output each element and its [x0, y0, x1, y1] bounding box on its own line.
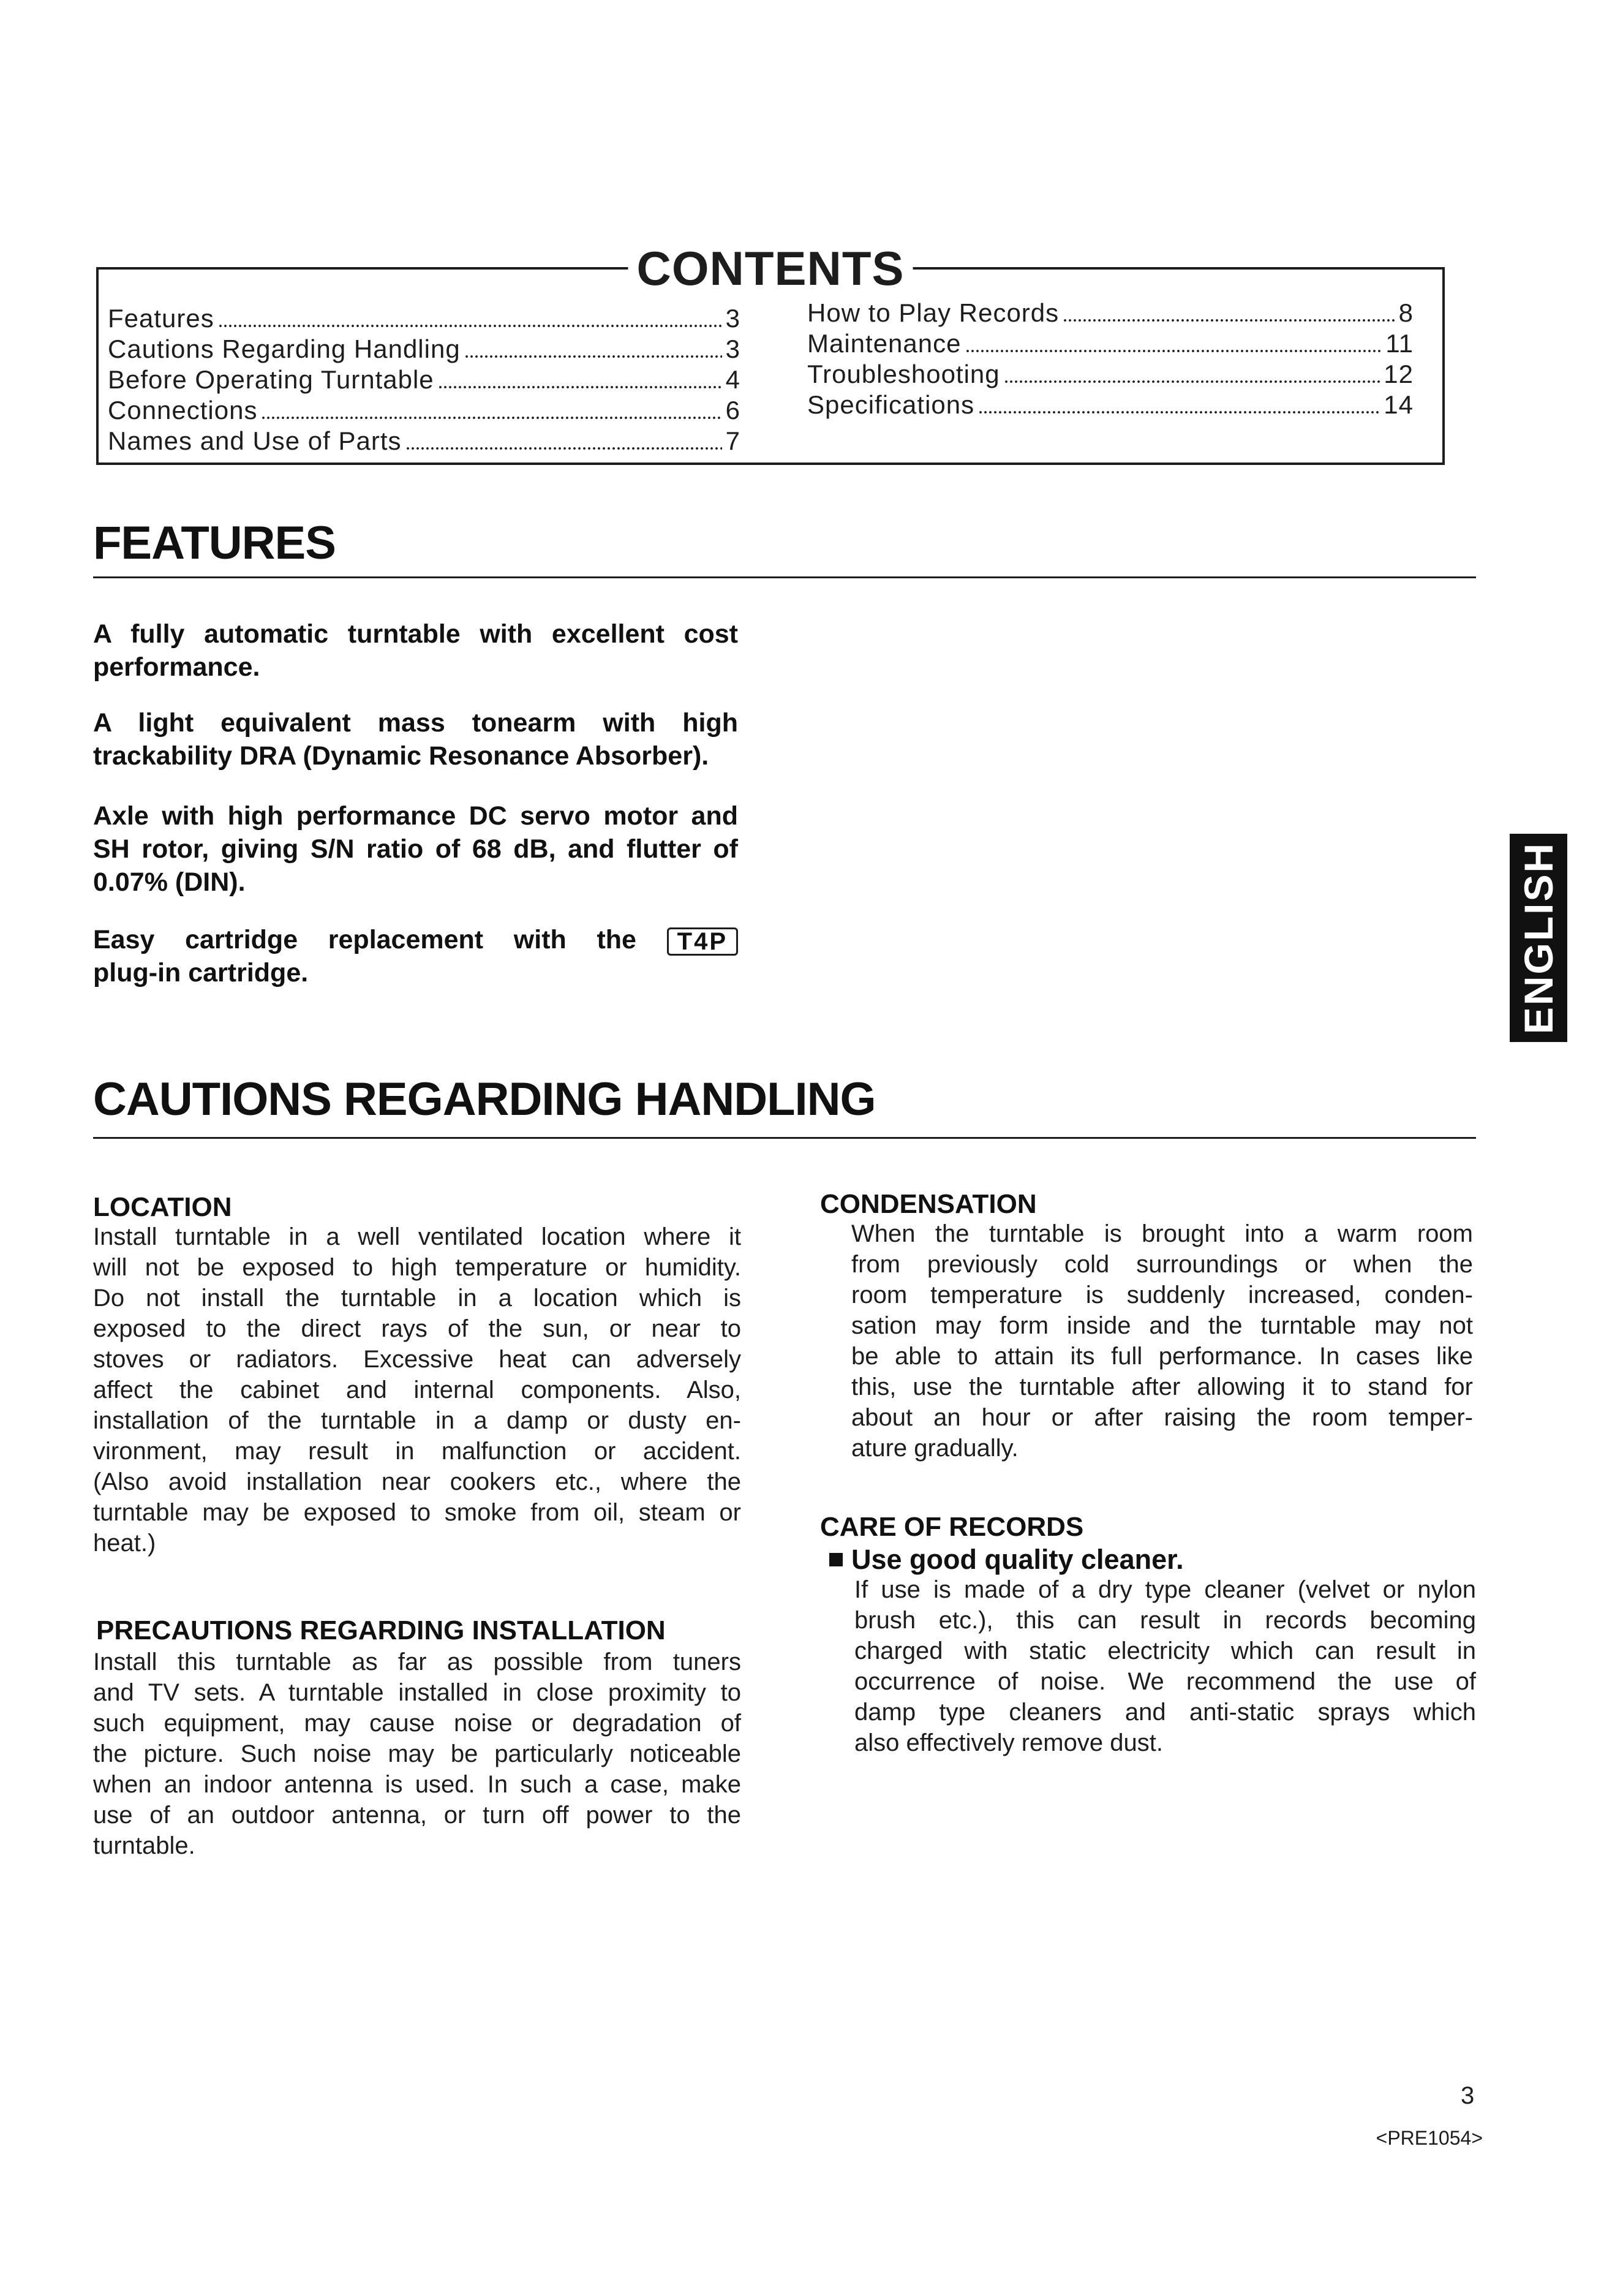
condensation-heading: CONDENSATION [820, 1189, 1037, 1219]
toc-label: Troubleshooting [807, 360, 1000, 388]
toc-label: Connections [108, 396, 258, 425]
toc-entry [108, 395, 740, 426]
feature-item [93, 799, 738, 899]
precautions-heading: PRECAUTIONS REGARDING INSTALLATION [96, 1615, 666, 1645]
toc-label: Maintenance [807, 329, 962, 358]
condensation-body [851, 1218, 1473, 1463]
body-line: affect the cabinet and internal components. Also, [93, 1376, 741, 1403]
dot-leader [965, 328, 1382, 359]
toc-page-number: 3 [725, 334, 740, 363]
toc-label: Specifications [807, 390, 975, 419]
toc-right-column [807, 298, 1414, 420]
cautions-heading: CAUTIONS REGARDING HANDLING [93, 1073, 876, 1125]
body-line: this, use the turntable after allowing it to stand for [851, 1373, 1473, 1400]
feature-line: A light equivalent mass tonearm with high [93, 708, 738, 738]
toc-entry [807, 328, 1414, 359]
toc-label: Features [108, 304, 214, 333]
precautions-body [93, 1647, 741, 1861]
language-tab [1510, 834, 1567, 1042]
body-line: about an hour or after raising the room temper- [851, 1404, 1473, 1431]
body-line: vironment, may result in malfunction or accident. [93, 1438, 741, 1465]
body-line: be able to attain its full performance. In cases like [851, 1343, 1473, 1370]
body-line: Do not install the turntable in a location which is [93, 1285, 741, 1312]
dot-leader [978, 390, 1380, 420]
toc-entry [108, 426, 740, 456]
cleaner-subheading-text: Use good quality cleaner. [851, 1544, 1184, 1575]
body-line: stoves or radiators. Excessive heat can adversely [93, 1346, 741, 1373]
body-line: such equipment, may cause noise or degradation of [93, 1710, 741, 1737]
toc-label: Before Operating Turntable [108, 365, 434, 394]
toc-label: Names and Use of Parts [108, 426, 402, 455]
feature-item [93, 617, 738, 684]
square-bullet-icon [829, 1553, 843, 1566]
body-line: (Also avoid installation near cookers etc., where the [93, 1468, 741, 1495]
dot-leader [464, 334, 722, 364]
feature-item [93, 706, 738, 772]
body-line: from previously cold surroundings or when the [851, 1251, 1473, 1278]
body-line: If use is made of a dry type cleaner (velvet or nylon [854, 1576, 1476, 1603]
location-body [93, 1222, 741, 1558]
body-line: When the turntable is brought into a warm room [851, 1220, 1473, 1247]
dot-leader [1004, 359, 1380, 390]
body-line: charged with static electricity which can result in [854, 1637, 1476, 1664]
care-of-records-body [854, 1574, 1476, 1758]
toc-page-number: 3 [725, 304, 740, 333]
toc-label: How to Play Records [807, 298, 1060, 327]
body-line: the picture. Such noise may be particularly noticeable [93, 1740, 741, 1767]
toc-entry [807, 390, 1414, 420]
toc-entry [108, 303, 740, 334]
toc-left-column [108, 303, 740, 456]
dot-leader [218, 303, 722, 334]
cautions-rule [93, 1137, 1476, 1139]
features-heading: FEATURES [93, 517, 336, 569]
body-line: exposed to the direct rays of the sun, or near to [93, 1315, 741, 1342]
care-of-records-heading: CARE OF RECORDS [820, 1512, 1084, 1542]
dot-leader [1063, 298, 1395, 328]
body-line: brush etc.), this can result in records becoming [854, 1607, 1476, 1634]
contents-title: CONTENTS [628, 241, 913, 296]
t4p-logo: T4P [667, 927, 738, 956]
body-line: damp type cleaners and anti-static sprays which [854, 1699, 1476, 1726]
feature-line: SH rotor, giving S/N ratio of 68 dB, and flutter of [93, 834, 738, 864]
toc-page-number: 14 [1384, 390, 1414, 419]
toc-entry [108, 364, 740, 395]
contents-box [96, 241, 1445, 465]
feature-line-text: Easy cartridge replacement with the [93, 925, 636, 954]
body-line: when an indoor antenna is used. In such a case, make [93, 1771, 741, 1798]
toc-page-number: 11 [1385, 329, 1414, 358]
body-line: installation of the turntable in a damp or dusty en- [93, 1407, 741, 1434]
body-line: Install this turntable as far as possible from tuners [93, 1648, 741, 1675]
body-line: sation may form inside and the turntable may not [851, 1312, 1473, 1339]
feature-line: 0.07% (DIN). [93, 867, 246, 897]
location-heading: LOCATION [93, 1192, 232, 1222]
toc-page-number: 4 [725, 365, 740, 394]
body-line: ature gradually. [851, 1435, 1019, 1462]
toc-label: Cautions Regarding Handling [108, 334, 461, 363]
body-line: will not be exposed to high temperature or humidity. [93, 1254, 741, 1281]
feature-item [93, 923, 738, 989]
dot-leader [261, 395, 721, 426]
toc-page-number: 8 [1398, 298, 1414, 327]
feature-line: Axle with high performance DC servo motor and [93, 801, 738, 831]
feature-line: A fully automatic turntable with excellent cost [93, 619, 738, 649]
toc-page-number: 6 [725, 396, 740, 425]
body-line: and TV sets. A turntable installed in close proximity to [93, 1679, 741, 1706]
toc-entry [807, 359, 1414, 390]
language-tab-label: ENGLISH [1516, 841, 1561, 1035]
toc-page-number: 12 [1384, 360, 1414, 388]
body-line: Install turntable in a well ventilated location where it [93, 1223, 741, 1250]
cleaner-subheading [829, 1544, 1184, 1575]
body-line: room temperature is suddenly increased, conden- [851, 1282, 1473, 1308]
body-line: heat.) [93, 1530, 156, 1557]
feature-line: performance. [93, 652, 260, 682]
document-code: <PRE1054> [1376, 2127, 1483, 2149]
dot-leader [438, 364, 722, 395]
page-number: 3 [1461, 2082, 1475, 2109]
features-rule [93, 576, 1476, 578]
dot-leader [405, 426, 722, 456]
body-line: turntable may be exposed to smoke from oil, steam or [93, 1499, 741, 1526]
body-line: occurrence of noise. We recommend the use of [854, 1668, 1476, 1695]
feature-line [93, 923, 738, 956]
feature-line: plug-in cartridge. [93, 958, 309, 988]
toc-entry [108, 334, 740, 364]
body-line: also effectively remove dust. [854, 1729, 1163, 1756]
toc-page-number: 7 [725, 426, 740, 455]
body-line: turntable. [93, 1832, 195, 1859]
toc-entry [807, 298, 1414, 328]
feature-line: trackability DRA (Dynamic Resonance Absorber). [93, 741, 709, 771]
body-line: use of an outdoor antenna, or turn off power to the [93, 1802, 741, 1829]
